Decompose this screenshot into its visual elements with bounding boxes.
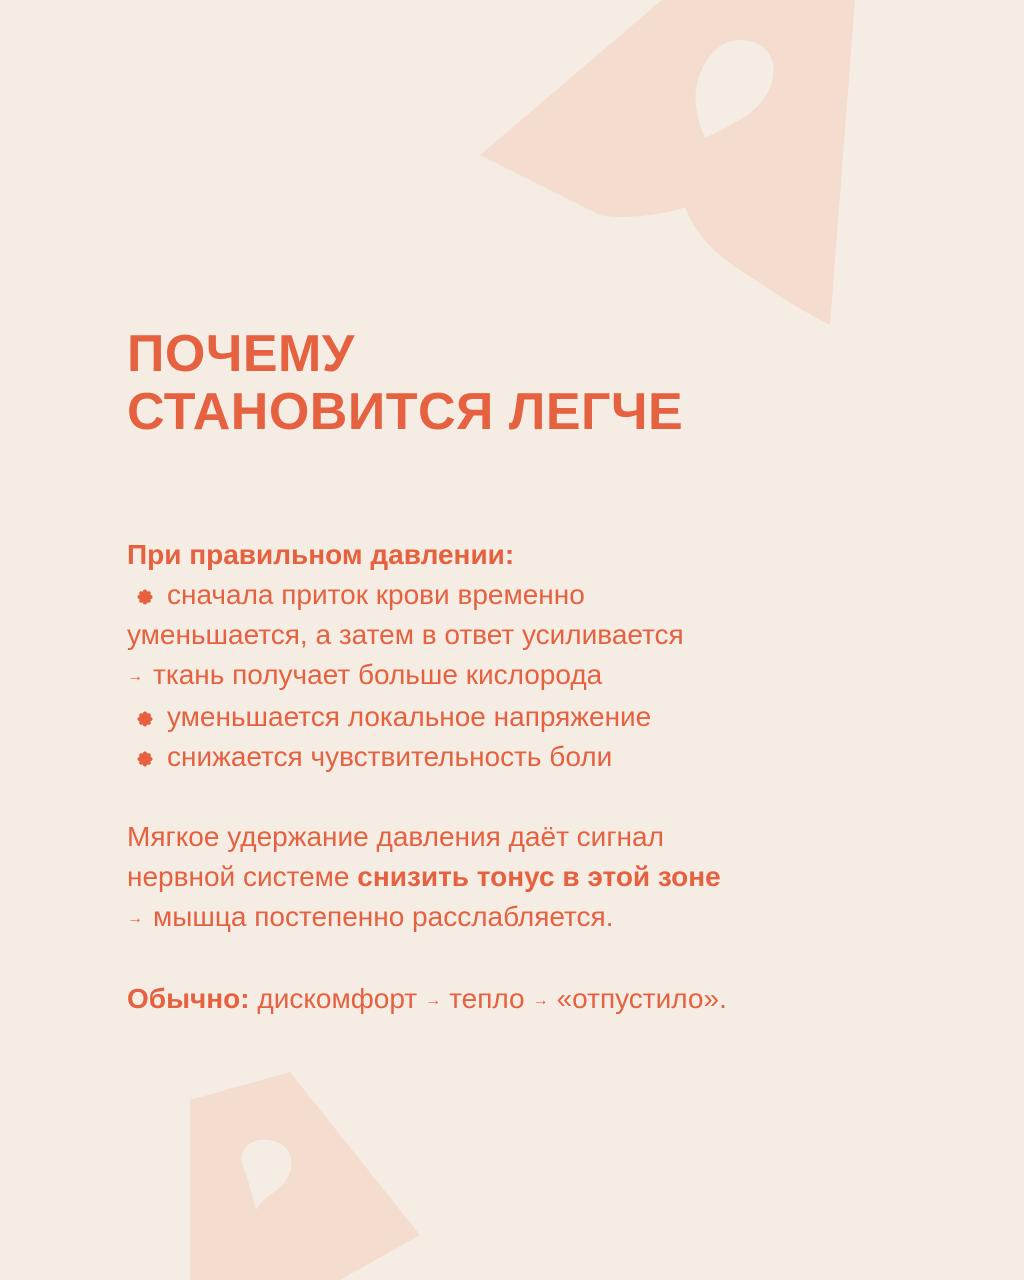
section-lead: При правильном давлении:	[127, 539, 515, 570]
bullet-1-text-line-3: ткань получает больше кислорода	[153, 659, 603, 690]
usually-line	[127, 979, 987, 1021]
nervous-system-paragraph	[127, 817, 987, 939]
paragraph-line-2-regular: нервной системе	[127, 861, 358, 892]
usually-item-2: тепло	[449, 983, 525, 1014]
title-line-1: ПОЧЕМУ	[127, 325, 355, 383]
arrow-right-icon: →	[532, 992, 549, 1009]
pressure-effects-section	[127, 535, 987, 777]
bullet-1-text-line-2: уменьшается, а затем в ответ усиливается	[127, 619, 684, 650]
bullet-item-1	[127, 575, 987, 615]
bullet-2-text: уменьшается локальное напряжение	[167, 701, 652, 732]
bullet-item-2	[127, 697, 987, 737]
arrow-right-icon: →	[127, 910, 143, 927]
arrow-right-icon: →	[127, 668, 143, 685]
decorative-logo-shape-bottom	[190, 1072, 420, 1280]
flower-bullet-icon	[137, 711, 153, 727]
title-line-2: СТАНОВИТСЯ ЛЕГЧЕ	[127, 383, 684, 441]
paragraph-line-3	[127, 897, 987, 939]
page-title	[127, 325, 987, 441]
decorative-logo-cutout-bottom	[242, 1140, 292, 1210]
usually-item-3: «отпустило».	[556, 983, 727, 1014]
decorative-logo-shape-top	[480, 0, 855, 325]
decorative-logo-cutout-top	[696, 40, 774, 138]
paragraph-line-2-bold: снизить тонус в этой зоне	[357, 861, 721, 892]
paragraph-line-2	[127, 857, 987, 897]
flower-bullet-icon	[137, 589, 153, 605]
bullet-item-3	[127, 737, 987, 777]
usually-lead: Обычно:	[127, 983, 250, 1014]
bullet-1-text-line-1: сначала приток крови временно	[167, 579, 585, 610]
paragraph-line-1: Мягкое удержание давления даёт сигнал	[127, 821, 664, 852]
flower-bullet-icon	[137, 751, 153, 767]
bullet-1-arrow-line	[127, 655, 987, 697]
arrow-right-icon: →	[425, 992, 442, 1009]
main-content	[127, 325, 987, 1021]
usually-item-1: дискомфорт	[257, 983, 418, 1014]
paragraph-line-3-text: мышца постепенно расслабляется.	[153, 901, 614, 932]
bullet-3-text: снижается чувствительность боли	[167, 741, 613, 772]
